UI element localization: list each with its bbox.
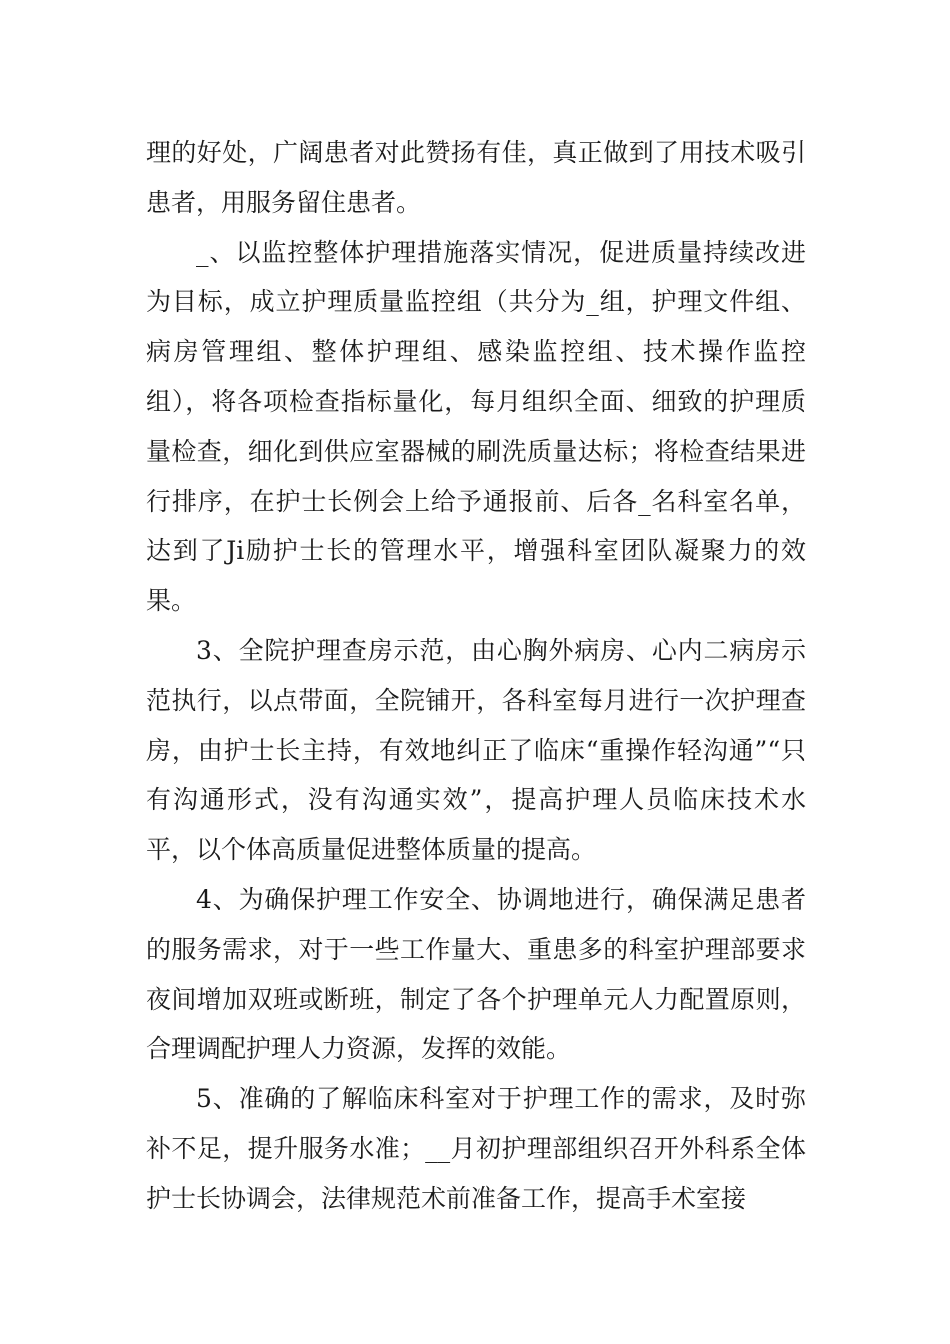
- paragraph-2: _、以监控整体护理措施落实情况，促进质量持续改进为目标，成立护理质量监控组（共分为_组，护理文件组、病房管理组、整体护理组、感染监控组、技术操作监控组），将各项检查指标量化，每月组织全面、细致的护理质量检查，细化到供应室器械的刷洗质量达标；将检查结果进行排序，在护士长例会上给予通报前、后各_名科室名单，达到了Ji励护士长的管理水平，增强科室团队凝聚力的效果。: [146, 237, 806, 616]
- paragraph-5: 5、准确的了解临床科室对于护理工作的需求，及时弥补不足，提升服务水准；__月初护理部组织召开外科系全体护士长协调会，法律规范术前准备工作，提高手术室接: [146, 1084, 806, 1213]
- paragraph-1: 理的好处，广阔患者对此赞扬有佳，真正做到了用技术吸引患者，用服务留住患者。: [146, 138, 806, 217]
- paragraph-4: 4、为确保护理工作安全、协调地进行，确保满足患者的服务需求，对于一些工作量大、重患多的科室护理部要求夜间增加双班或断班，制定了各个护理单元人力配置原则，合理调配护理人力资源，发挥的效能。: [146, 884, 806, 1064]
- paragraph-3: 3、全院护理查房示范，由心胸外病房、心内二病房示范执行，以点带面，全院铺开，各科室每月进行一次护理查房，由护士长主持，有效地纠正了临床“重操作轻沟通”“只有沟通形式，没有沟通实效”，提高护理人员临床技术水平，以个体高质量促进整体质量的提高。: [146, 635, 806, 865]
- document-page: [146, 128, 806, 1224]
